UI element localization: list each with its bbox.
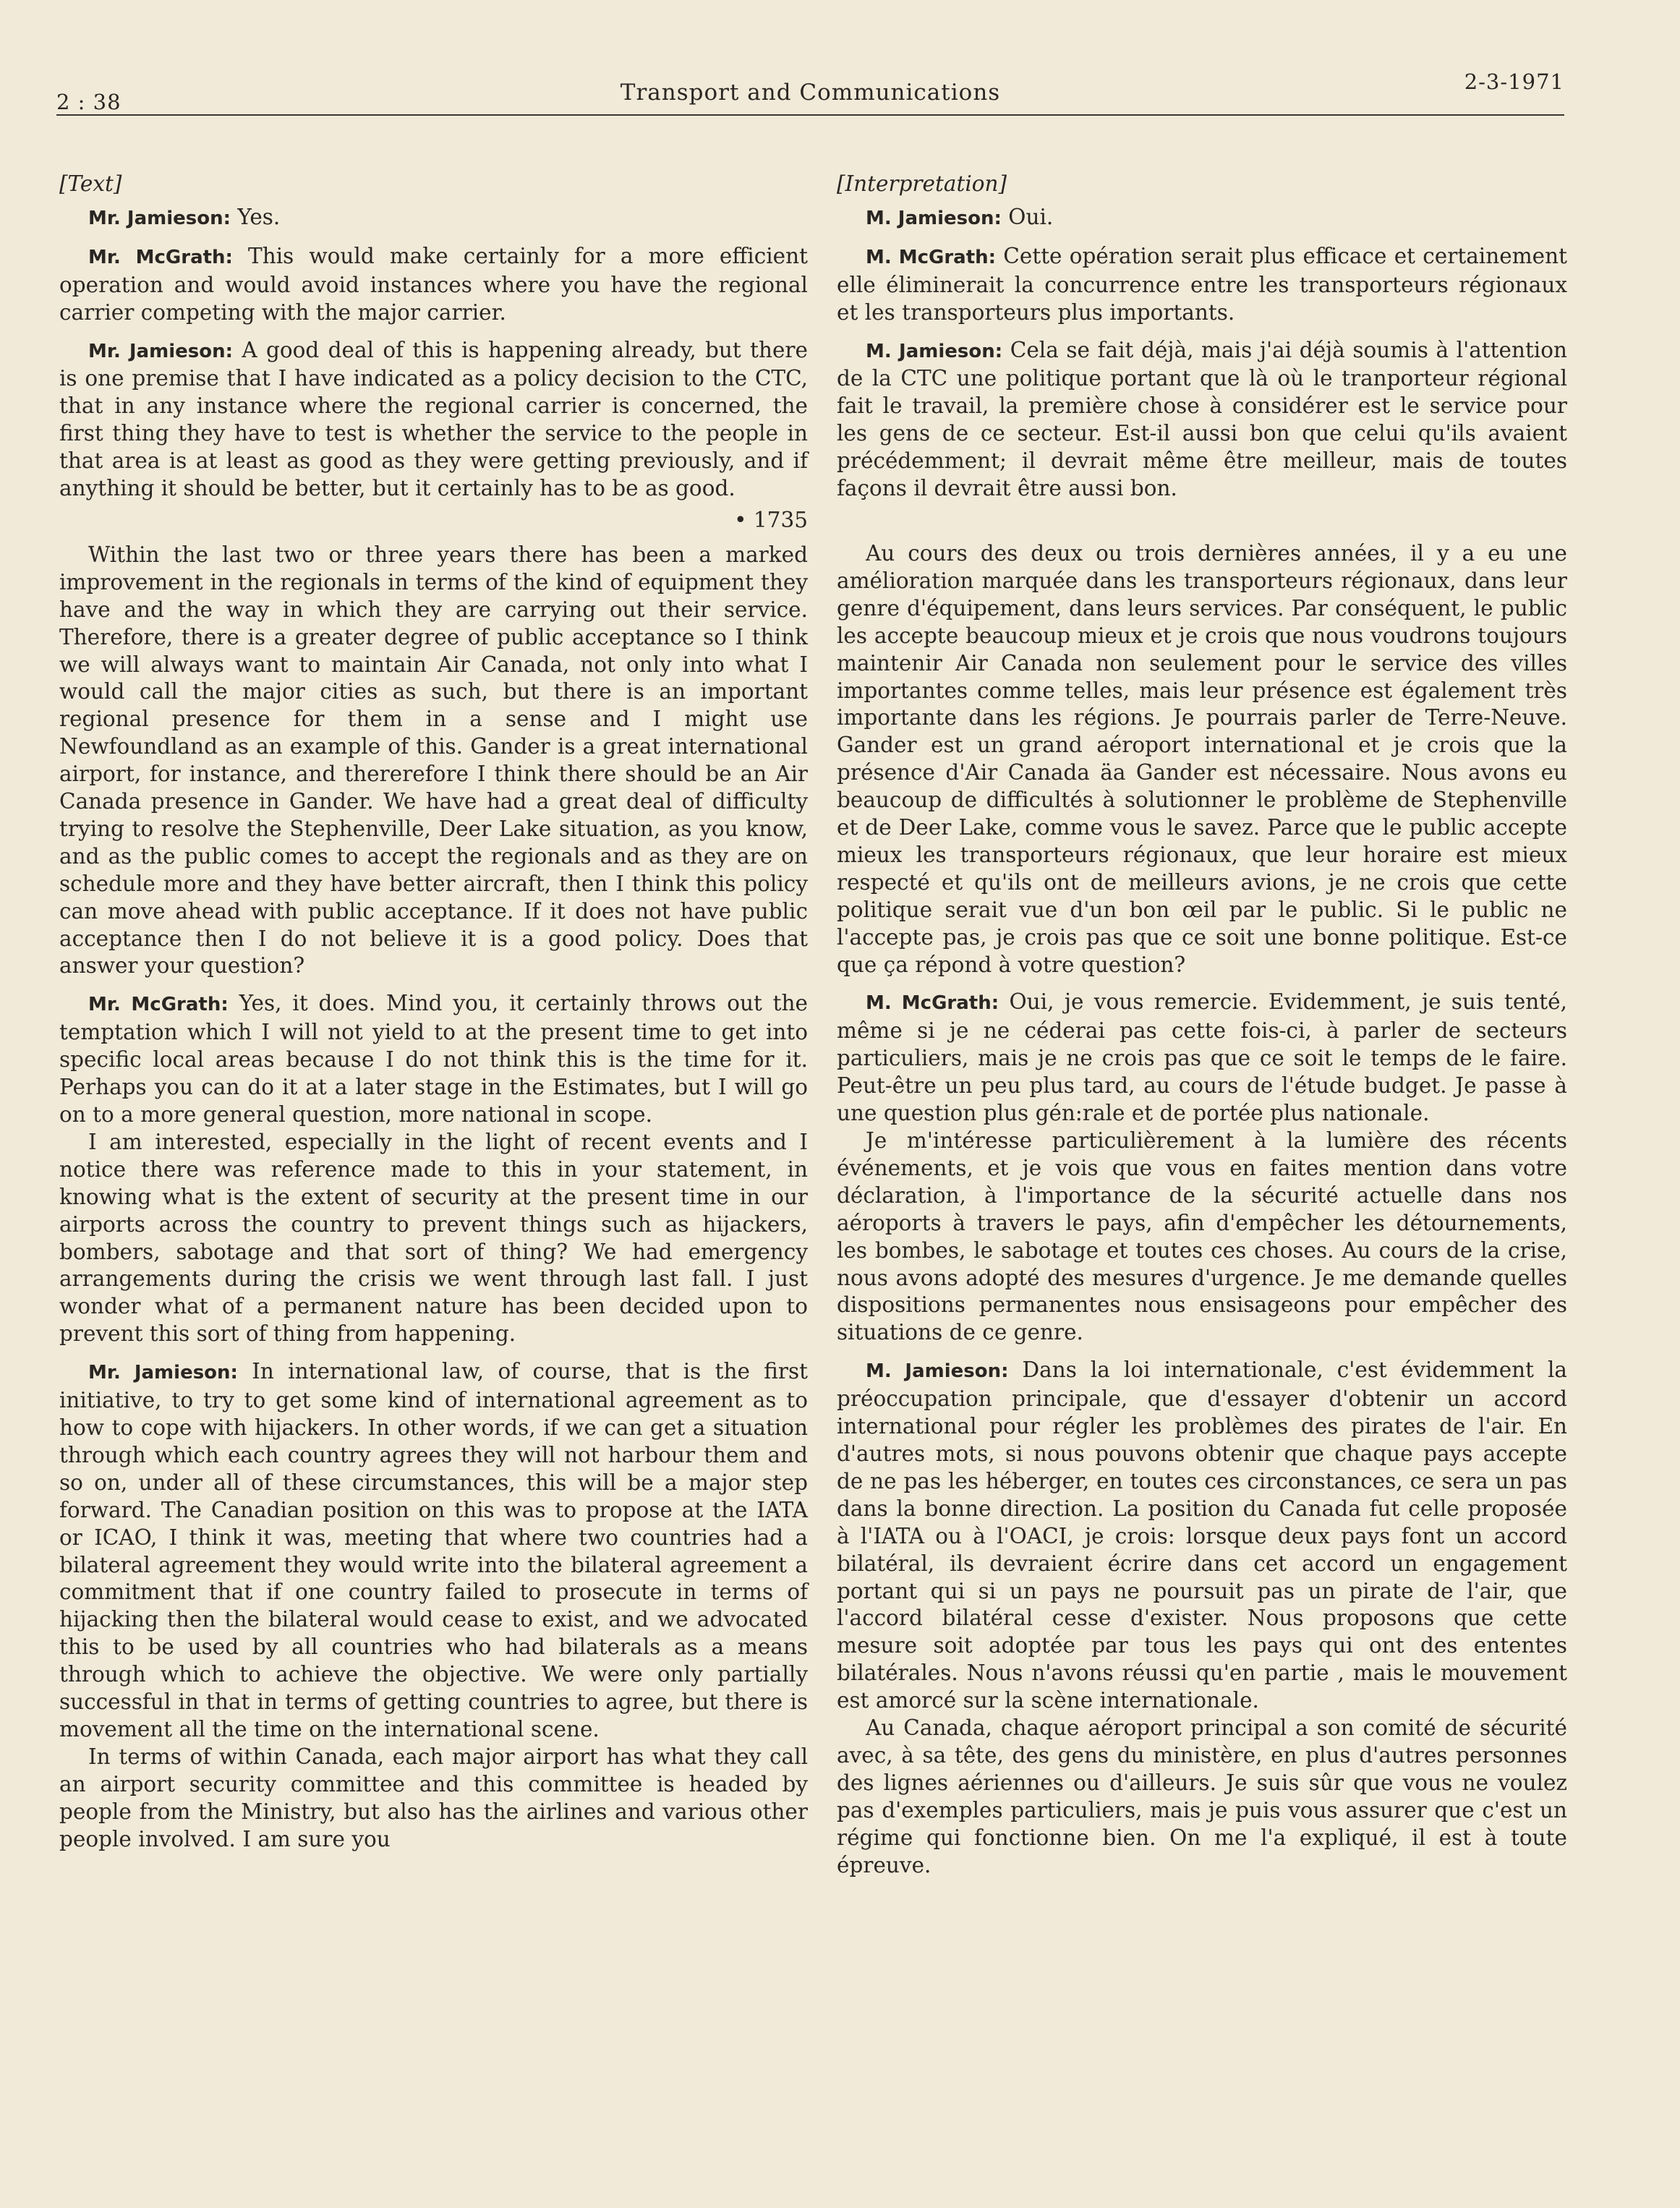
paragraph xyxy=(59,243,808,327)
speech-text: Yes, it does. Mind you, it certainly throws out the temptation which I will not yield to at the present time to get into specific local areas because I do not think this is the time for it. Perhaps you can do it at a later stage in the Estimates, but I will go on to a more general question, more national in scope. xyxy=(59,991,808,1127)
paragraph xyxy=(837,337,1567,503)
page-number: 2 : 38 xyxy=(56,90,121,114)
paragraph xyxy=(59,204,808,233)
paragraph xyxy=(837,243,1567,327)
paragraph: Au Canada, chaque aéroport principal a son comité de sécurité avec, à sa tête, des gens du ministère, en plus d'autres personnes des lignes aériennes ou d'ailleurs. Je suis sûr que vous ne voulez pas d'exemples particuliers, mais je puis vous assurer que c'est un régime qui fonctionne bien. On me l'a expliqué, il est à toute épreuve. xyxy=(837,1715,1567,1877)
speech-text: Dans la loi internationale, c'est évidemment la préoccupation principale, que d'essayer d'obtenir un accord international pour régler les problèmes des pirates de l'air. En d'autres mots, si nous pouvons obtenir que chaque pays accepte de ne pas les héberger, en toutes ces circonstances, ce sera un pas dans la bonne direction. La position du Canada fut celle proposée à l'IATA ou à l'OACI, je crois: lorsque deux pays font un accord bilatéral, ils devraient écrire dans cet accord un engagement portant qui si un pays ne poursuit pas un pirate de l'air, que l'accord bilatéral cesse d'exister. Nous proposons que cette mesure soit adoptée par tous les pays qui ont des ententes bilatérales. Nous n'avons réussi qu'en partie , mais le mouvement est amorcé sur la scène internationale. xyxy=(837,1357,1568,1713)
english-column xyxy=(59,171,808,1863)
paragraph: Je m'intéresse particulièrement à la lumière des récents événements, et je vois que vous en faites mention dans votre déclaration, à l'importance de la sécurité actuelle dans nos aéroports à travers le pays, afin d'empêcher les détournements, les bombes, le sabotage et toutes ces choses. Au cours de la crise, nous avons adopté des mesures d'urgence. Je me demande quelles dispositions permanentes nous ensisageons pour empêcher des situations de ce genre. xyxy=(837,1128,1567,1345)
speaker-name: Mr. Jamieson: xyxy=(88,207,231,229)
french-column xyxy=(837,171,1567,1889)
speaker-name: Mr. McGrath: xyxy=(88,246,233,268)
speaker-name: Mr. Jamieson: xyxy=(88,340,233,362)
page-header xyxy=(56,69,1564,113)
header-date: 2-3-1971 xyxy=(1464,69,1564,94)
paragraph: In terms of within Canada, each major airport has what they call an airport security committee and this committee is headed by people from the Ministry, but also has the airlines and various other people involved. I am sure you xyxy=(59,1744,808,1851)
paragraph xyxy=(59,337,808,503)
paragraph xyxy=(837,1357,1567,1715)
column-label: [Interpretation] xyxy=(837,171,1007,196)
paragraph xyxy=(837,204,1567,233)
speech-text: In international law, of course, that is the first initiative, to try to get some kind of international agreement as to how to cope with hijackers. In other words, if we can get a situation through which each country agrees they will not harbour them and so on, under all of these circumstances, this will be a major step forward. The Canadian position on this was to propose at the IATA or ICAO, I think it was, meeting that where two countries had a bilateral agreement they would write into the bilateral agreement a commitment that if one country failed to prosecute in terms of hijacking then the bilateral would cease to exist, and we advocated this to be used by all countries who had bilaterals as a means through which to achieve the objective. We were only partially successful in that in terms of getting countries to agree, but there is movement all the time on the international scene. xyxy=(59,1359,808,1742)
time-marker: • 1735 xyxy=(734,507,808,532)
column-label: [Text] xyxy=(59,171,122,196)
speech-text: Cette opération serait plus efficace et certainement elle éliminerait la concurrence entre les transporteurs régionaux et les transporteurs plus importants. xyxy=(837,243,1567,325)
running-title: Transport and Communications xyxy=(620,80,1001,106)
header-rule xyxy=(56,114,1564,116)
speech-text: Oui. xyxy=(1001,204,1054,229)
paragraph: Within the last two or three years there has been a marked improvement in the regionals in terms of the kind of equipment they have and the way in which they are carrying out their service. Therefore, there is a greater degree of public acceptance so I think we will always want to maintain Air Canada, not only into what I would call the major cities as such, but there is an important regional presence for them in a sense and I might use Newfoundland as an example of this. Gander is a great international airport, for instance, and thererefore I think there should be an Air Canada presence in Gander. We have had a great deal of difficulty trying to resolve the Stephenville, Deer Lake situation, as you know, and as the public comes to accept the regionals and as they are on schedule more and they have better aircraft, then I think this policy can move ahead with public acceptance. If it does not have public acceptance then I do not believe it is a good policy. Does that answer your question? xyxy=(59,542,808,979)
speech-text: Cela se fait déjà, mais j'ai déjà soumis à l'attention de la CTC une politique portant que là où le tranporteur régional fait le travail, la première chose à considérer est le service pour les gens de ce secteur. Est-il aussi bon que celui qu'ils avaient précédemment; il devrait même être meilleur, mais de toutes façons il devrait être aussi bon. xyxy=(837,337,1567,501)
speaker-name: M. Jamieson: xyxy=(866,207,1002,229)
spacer xyxy=(837,513,1567,540)
paragraph: Au cours des deux ou trois dernières années, il y a eu une amélioration marquée dans les transporteurs régionaux, dans leur genre d'équipement, dans leurs services. Par conséquent, le public les accepte beaucoup mieux et je crois que nous voudrons toujours maintenir Air Canada non seulement pour le service des villes importantes comme telles, mais leur présence est également très importante dans les régions. Je pourrais parler de Terre-Neuve. Gander est un grand aéroport international et je crois que la présence d'Air Canada äa Gander est nécessaire. Nous avons eu beaucoup de difficultés à solutionner le problème de Stephenville et de Deer Lake, comme vous le savez. Parce que le public accepte mieux les transporteurs régionaux, que leur horaire est mieux respecté et qu'ils ont de meilleurs avions, je ne crois que cette politique serait vue d'un bon œil par le public. Si le public ne l'accepte pas, je crois pas que ce soit une bonne politique. Est-ce que ça répond à votre question? xyxy=(837,540,1567,977)
speaker-name: Mr. Jamieson: xyxy=(88,1362,238,1384)
paragraph: I am interested, especially in the light of recent events and I notice there was reference made to this in your statement, in knowing what is the extent of security at the present time in our airports across the country to prevent things such as hijackers, bombers, sabotage and that sort of thing? We had emergency arrangements during the crisis we went through last fall. I just wonder what of a permanent nature has been decided upon to prevent this sort of thing from happening. xyxy=(59,1129,808,1347)
speech-text: A good deal of this is happening already, but there is one premise that I have indicated as a policy decision to the CTC, that in any instance where the regional carrier is concerned, the first thing they have to test is whether the service to the people in that area is at least as good as they were getting previously, and if anything it should be better, but it certainly has to be as good. xyxy=(59,337,808,501)
speaker-name: M. Jamieson: xyxy=(866,340,1003,362)
speech-text: Oui, je vous remercie. Evidemment, je suis tenté, même si je ne céderai pas cette fois-ci, à parler de secteurs particuliers, mais je ne crois pas que ce soit le temps de le faire. Peut-être un peu plus tard, au cours de l'étude budget. Je passe à une question plus gén:rale et de portée plus nationale. xyxy=(837,989,1567,1126)
speaker-name: M. McGrath: xyxy=(866,992,999,1015)
speaker-name: M. Jamieson: xyxy=(866,1360,1009,1383)
paragraph xyxy=(837,989,1567,1128)
paragraph xyxy=(59,1358,808,1744)
paragraph xyxy=(59,990,808,1129)
speech-text: This would make certainly for a more efficient operation and would avoid instances where you have the regional carrier competing with the major carrier. xyxy=(59,243,808,325)
speaker-name: Mr. McGrath: xyxy=(88,994,229,1016)
speaker-name: M. McGrath: xyxy=(866,246,997,268)
speech-text: Yes. xyxy=(231,204,281,229)
